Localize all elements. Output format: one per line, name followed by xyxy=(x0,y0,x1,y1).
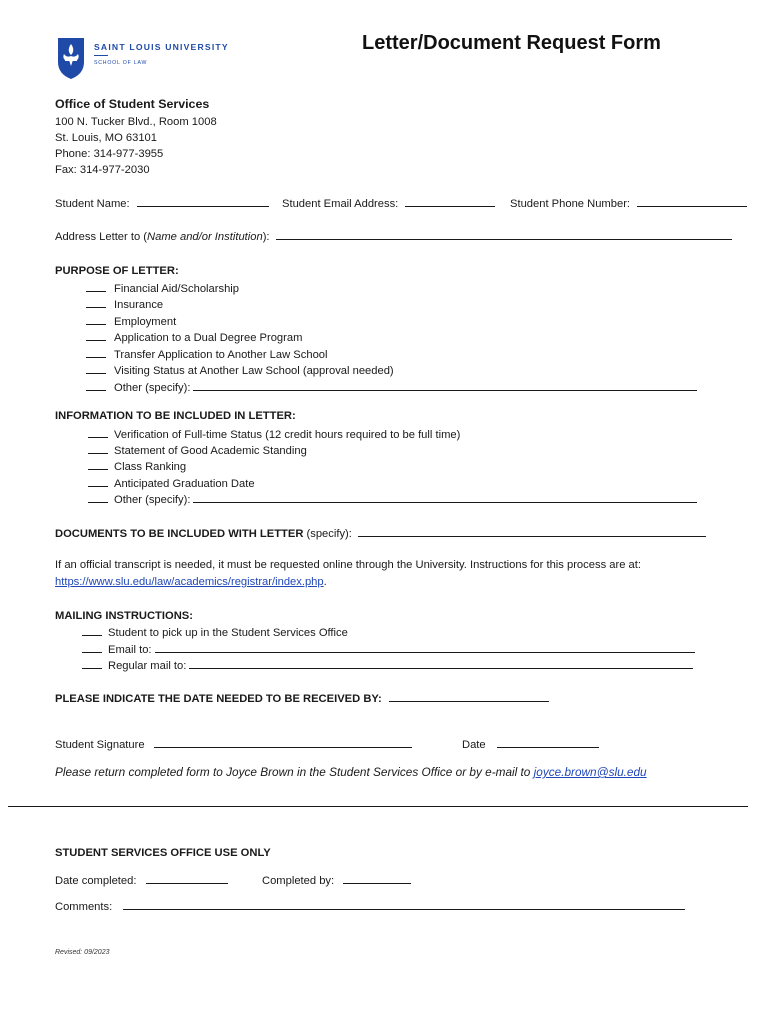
purpose-heading: PURPOSE OF LETTER: xyxy=(55,265,179,277)
purpose-item-label: Employment xyxy=(114,316,177,328)
purpose-item-other[interactable] xyxy=(86,381,697,394)
purpose-other-blank[interactable] xyxy=(193,381,697,391)
purpose-item-label: Transfer Application to Another Law School xyxy=(114,349,328,361)
signature-blank[interactable] xyxy=(154,738,412,748)
signature-field[interactable] xyxy=(55,738,412,751)
date-needed-label: PLEASE INDICATE THE DATE NEEDED TO BE RECEIVED BY: xyxy=(55,693,382,705)
mailing-item-regular[interactable] xyxy=(82,659,693,672)
purpose-checkbox[interactable] xyxy=(86,381,106,391)
documents-suffix: (specify): xyxy=(303,528,352,540)
student-name-field[interactable] xyxy=(55,197,269,210)
purpose-checkbox[interactable] xyxy=(86,364,106,374)
info-item-other[interactable] xyxy=(88,493,697,506)
section-divider xyxy=(8,806,748,807)
purpose-item-label: Visiting Status at Another Law School (approval needed) xyxy=(114,365,394,377)
office-name: Office of Student Services xyxy=(55,97,210,111)
info-item-label: Statement of Good Academic Standing xyxy=(114,445,307,457)
mailing-checkbox[interactable] xyxy=(82,643,102,653)
logo-divider xyxy=(94,55,108,56)
info-checkbox[interactable] xyxy=(88,493,108,503)
address-letter-field[interactable] xyxy=(55,230,732,243)
office-address-1: 100 N. Tucker Blvd., Room 1008 xyxy=(55,116,217,128)
purpose-item-insurance[interactable] xyxy=(86,298,163,311)
office-address-2: St. Louis, MO 63101 xyxy=(55,132,157,144)
info-item-label: Anticipated Graduation Date xyxy=(114,478,255,490)
transcript-link-period: . xyxy=(323,576,327,588)
purpose-item-visiting[interactable] xyxy=(86,364,394,377)
purpose-item-transfer[interactable] xyxy=(86,348,328,361)
signature-label: Student Signature xyxy=(55,739,145,751)
info-item-class-ranking[interactable] xyxy=(88,460,186,473)
mailing-regular-blank[interactable] xyxy=(189,659,693,669)
info-item-label: Verification of Full-time Status (12 credit hours required to be full time) xyxy=(114,429,461,441)
info-item-graduation-date[interactable] xyxy=(88,477,255,490)
mailing-item-label: Student to pick up in the Student Services Office xyxy=(108,627,348,639)
purpose-item-dual-degree[interactable] xyxy=(86,331,302,344)
date-completed-blank[interactable] xyxy=(146,874,228,884)
slu-logo xyxy=(56,36,86,83)
student-email-label: Student Email Address: xyxy=(282,198,399,210)
info-other-blank[interactable] xyxy=(193,493,697,503)
signature-date-field[interactable] xyxy=(462,738,599,751)
student-email-blank[interactable] xyxy=(405,197,495,207)
student-name-label: Student Name: xyxy=(55,198,130,210)
purpose-checkbox[interactable] xyxy=(86,315,106,325)
address-letter-suffix: ): xyxy=(262,231,270,243)
return-note xyxy=(55,765,647,779)
mailing-item-email[interactable] xyxy=(82,643,695,656)
slu-shield-icon xyxy=(56,36,86,80)
info-item-good-standing[interactable] xyxy=(88,444,307,457)
documents-field[interactable] xyxy=(55,527,706,540)
transcript-link-line xyxy=(55,576,327,588)
comments-label: Comments: xyxy=(55,901,113,913)
mailing-checkbox[interactable] xyxy=(82,626,102,636)
office-use-heading: STUDENT SERVICES OFFICE USE ONLY xyxy=(55,847,271,859)
comments-field[interactable] xyxy=(55,900,685,913)
completed-by-blank[interactable] xyxy=(343,874,411,884)
signature-date-label: Date xyxy=(462,739,486,751)
info-item-label: Class Ranking xyxy=(114,461,187,473)
student-phone-blank[interactable] xyxy=(637,197,747,207)
purpose-checkbox[interactable] xyxy=(86,331,106,341)
info-checkbox[interactable] xyxy=(88,477,108,487)
return-email-link[interactable]: joyce.brown@slu.edu xyxy=(533,765,647,779)
address-letter-italic: Name and/or Institution xyxy=(147,231,263,243)
logo-university-name: SAINT LOUIS UNIVERSITY xyxy=(94,42,229,52)
purpose-item-financial-aid[interactable] xyxy=(86,282,239,295)
address-letter-blank[interactable] xyxy=(276,230,732,240)
signature-date-blank[interactable] xyxy=(497,738,599,748)
information-heading: INFORMATION TO BE INCLUDED IN LETTER: xyxy=(55,410,296,422)
mailing-item-label: Regular mail to: xyxy=(108,660,187,672)
info-checkbox[interactable] xyxy=(88,460,108,470)
info-checkbox[interactable] xyxy=(88,444,108,454)
date-completed-field[interactable] xyxy=(55,874,228,887)
purpose-checkbox[interactable] xyxy=(86,298,106,308)
student-name-blank[interactable] xyxy=(137,197,269,207)
documents-blank[interactable] xyxy=(358,527,706,537)
mailing-checkbox[interactable] xyxy=(82,659,102,669)
documents-heading: DOCUMENTS TO BE INCLUDED WITH LETTER xyxy=(55,528,304,540)
address-letter-prefix: Address Letter to ( xyxy=(55,231,148,243)
purpose-checkbox[interactable] xyxy=(86,348,106,358)
purpose-item-label: Application to a Dual Degree Program xyxy=(114,332,303,344)
completed-by-field[interactable] xyxy=(262,874,411,887)
purpose-item-label: Insurance xyxy=(114,299,164,311)
info-item-label: Other (specify): xyxy=(114,494,191,506)
mailing-item-pickup[interactable] xyxy=(82,626,348,639)
purpose-item-employment[interactable] xyxy=(86,315,176,328)
date-needed-field[interactable] xyxy=(55,692,549,705)
purpose-checkbox[interactable] xyxy=(86,282,106,292)
office-fax: Fax: 314-977-2030 xyxy=(55,164,150,176)
date-completed-label: Date completed: xyxy=(55,875,137,887)
comments-blank[interactable] xyxy=(123,900,685,910)
date-needed-blank[interactable] xyxy=(389,692,549,702)
logo-school-name: SCHOOL OF LAW xyxy=(94,60,148,66)
purpose-item-label: Other (specify): xyxy=(114,382,191,394)
info-checkbox[interactable] xyxy=(88,428,108,438)
return-note-text: Please return completed form to Joyce Brown in the Student Services Office or by e-mail to xyxy=(55,765,534,779)
mailing-email-blank[interactable] xyxy=(155,643,695,653)
completed-by-label: Completed by: xyxy=(262,875,335,887)
mailing-item-label: Email to: xyxy=(108,644,152,656)
office-phone: Phone: 314-977-3955 xyxy=(55,148,164,160)
revised-date: Revised: 09/2023 xyxy=(55,949,110,956)
transcript-link[interactable]: https://www.slu.edu/law/academics/registrar/index.php xyxy=(55,576,324,588)
info-item-fulltime[interactable] xyxy=(88,428,460,441)
student-email-field[interactable] xyxy=(282,197,495,210)
page-title: Letter/Document Request Form xyxy=(362,32,661,54)
transcript-note: If an official transcript is needed, it must be requested online through the University. Instructions for this process are at: xyxy=(55,559,641,571)
student-phone-label: Student Phone Number: xyxy=(510,198,631,210)
purpose-item-label: Financial Aid/Scholarship xyxy=(114,283,239,295)
mailing-heading: MAILING INSTRUCTIONS: xyxy=(55,610,193,622)
student-phone-field[interactable] xyxy=(510,197,747,210)
